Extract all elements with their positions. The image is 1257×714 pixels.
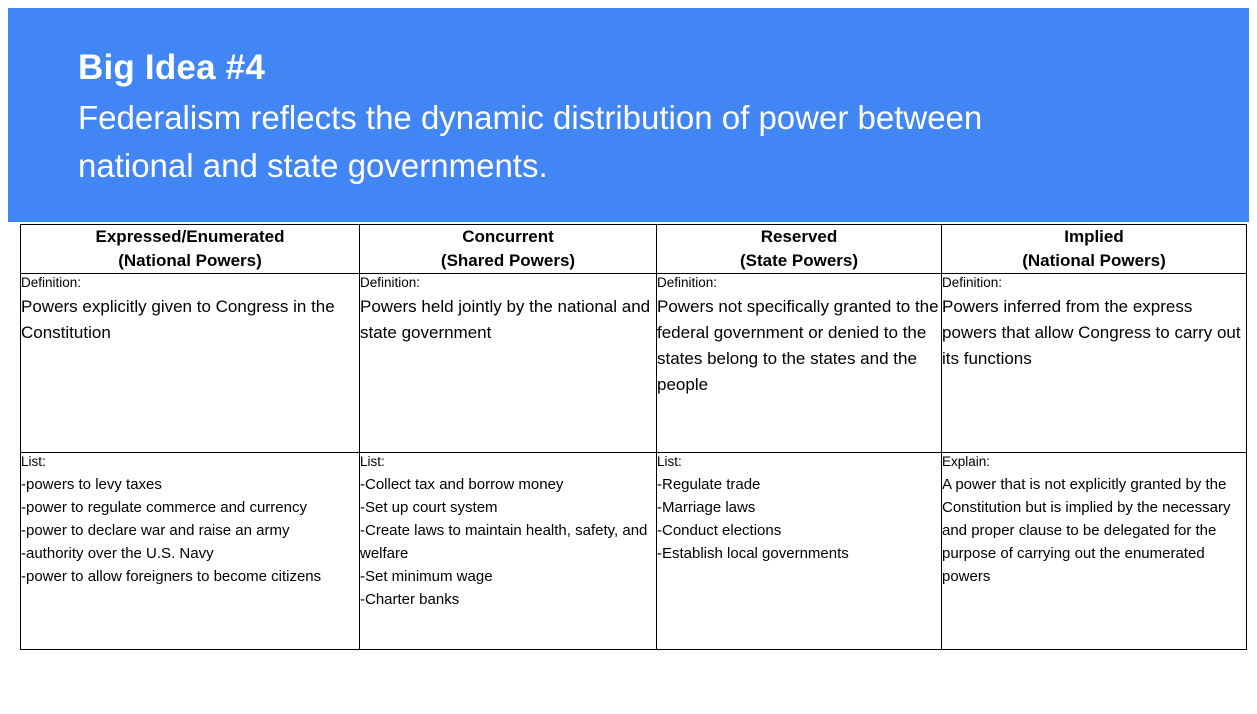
explain-label-implied: Explain:: [942, 454, 991, 469]
header-cell-reserved: [657, 225, 942, 274]
definition-label-implied: Definition:: [942, 275, 1003, 290]
list-item: -power to regulate commerce and currency: [21, 499, 307, 516]
list-item: -Regulate trade: [657, 476, 761, 493]
list-cell-reserved: [657, 453, 942, 650]
definition-label-reserved: Definition:: [657, 275, 718, 290]
table-header-row: [21, 225, 1247, 274]
header-subtitle-implied: (National Powers): [1022, 251, 1166, 270]
list-label-reserved: List:: [657, 454, 682, 469]
powers-table-wrapper: [20, 224, 1242, 714]
header-title-concurrent: Concurrent: [462, 227, 554, 246]
definition-text-expressed: Powers explicitly given to Congress in the Constitution: [21, 297, 335, 342]
header-cell-implied: [942, 225, 1247, 274]
header-subtitle-expressed: (National Powers): [118, 251, 262, 270]
table-list-row: [21, 453, 1247, 650]
definition-label-concurrent: Definition:: [360, 275, 421, 290]
definition-cell-reserved: [657, 274, 942, 453]
definition-cell-implied: [942, 274, 1247, 453]
list-label-expressed: List:: [21, 454, 46, 469]
header-cell-concurrent: [360, 225, 657, 274]
list-cell-expressed: [21, 453, 360, 650]
list-cell-concurrent: [360, 453, 657, 650]
list-item: -Set up court system: [360, 499, 498, 516]
list-item: -Create laws to maintain health, safety, and welfare: [360, 522, 648, 562]
table-definition-row: [21, 274, 1247, 453]
definition-label-expressed: Definition:: [21, 275, 82, 290]
definition-text-reserved: Powers not specifically granted to the federal government or denied to the states belong to the states and the people: [657, 297, 939, 394]
list-item: -power to declare war and raise an army: [21, 522, 290, 539]
list-items-concurrent: [360, 473, 656, 611]
header-title-implied: Implied: [1064, 227, 1124, 246]
list-item: -Charter banks: [360, 591, 460, 608]
powers-table: [20, 224, 1247, 650]
list-item: -power to allow foreigners to become citizens: [21, 568, 322, 585]
definition-text-implied: Powers inferred from the express powers that allow Congress to carry out its functions: [942, 297, 1241, 368]
header-subtitle-reserved: (State Powers): [739, 251, 859, 270]
header-title-reserved: Reserved: [760, 227, 838, 246]
list-item: -authority over the U.S. Navy: [21, 545, 214, 562]
big-idea-subtitle: Federalism reflects the dynamic distribution of power between national and state governments.: [78, 99, 983, 184]
title-banner: [8, 8, 1249, 222]
header-title-expressed: Expressed/Enumerated: [95, 227, 285, 246]
list-label-concurrent: List:: [360, 454, 385, 469]
explain-text-implied: A power that is not explicitly granted by the Constitution but is implied by the necessary and proper clause to be delegated for the purpose of carrying out the enumerated powers: [942, 476, 1231, 585]
list-items-expressed: [21, 473, 359, 588]
list-item: -Conduct elections: [657, 522, 782, 539]
header-cell-expressed: [21, 225, 360, 274]
big-idea-title: Big Idea #4: [78, 48, 265, 87]
list-item: -Collect tax and borrow money: [360, 476, 564, 493]
list-item: -Establish local governments: [657, 545, 849, 562]
header-subtitle-concurrent: (Shared Powers): [440, 251, 576, 270]
definition-cell-concurrent: [360, 274, 657, 453]
definition-cell-expressed: [21, 274, 360, 453]
list-item: -Marriage laws: [657, 499, 756, 516]
definition-text-concurrent: Powers held jointly by the national and state government: [360, 297, 651, 342]
list-item: -Set minimum wage: [360, 568, 493, 585]
slide-left-margin: [0, 224, 8, 714]
list-cell-implied: [942, 453, 1247, 650]
list-items-reserved: [657, 473, 941, 565]
list-item: -powers to levy taxes: [21, 476, 162, 493]
